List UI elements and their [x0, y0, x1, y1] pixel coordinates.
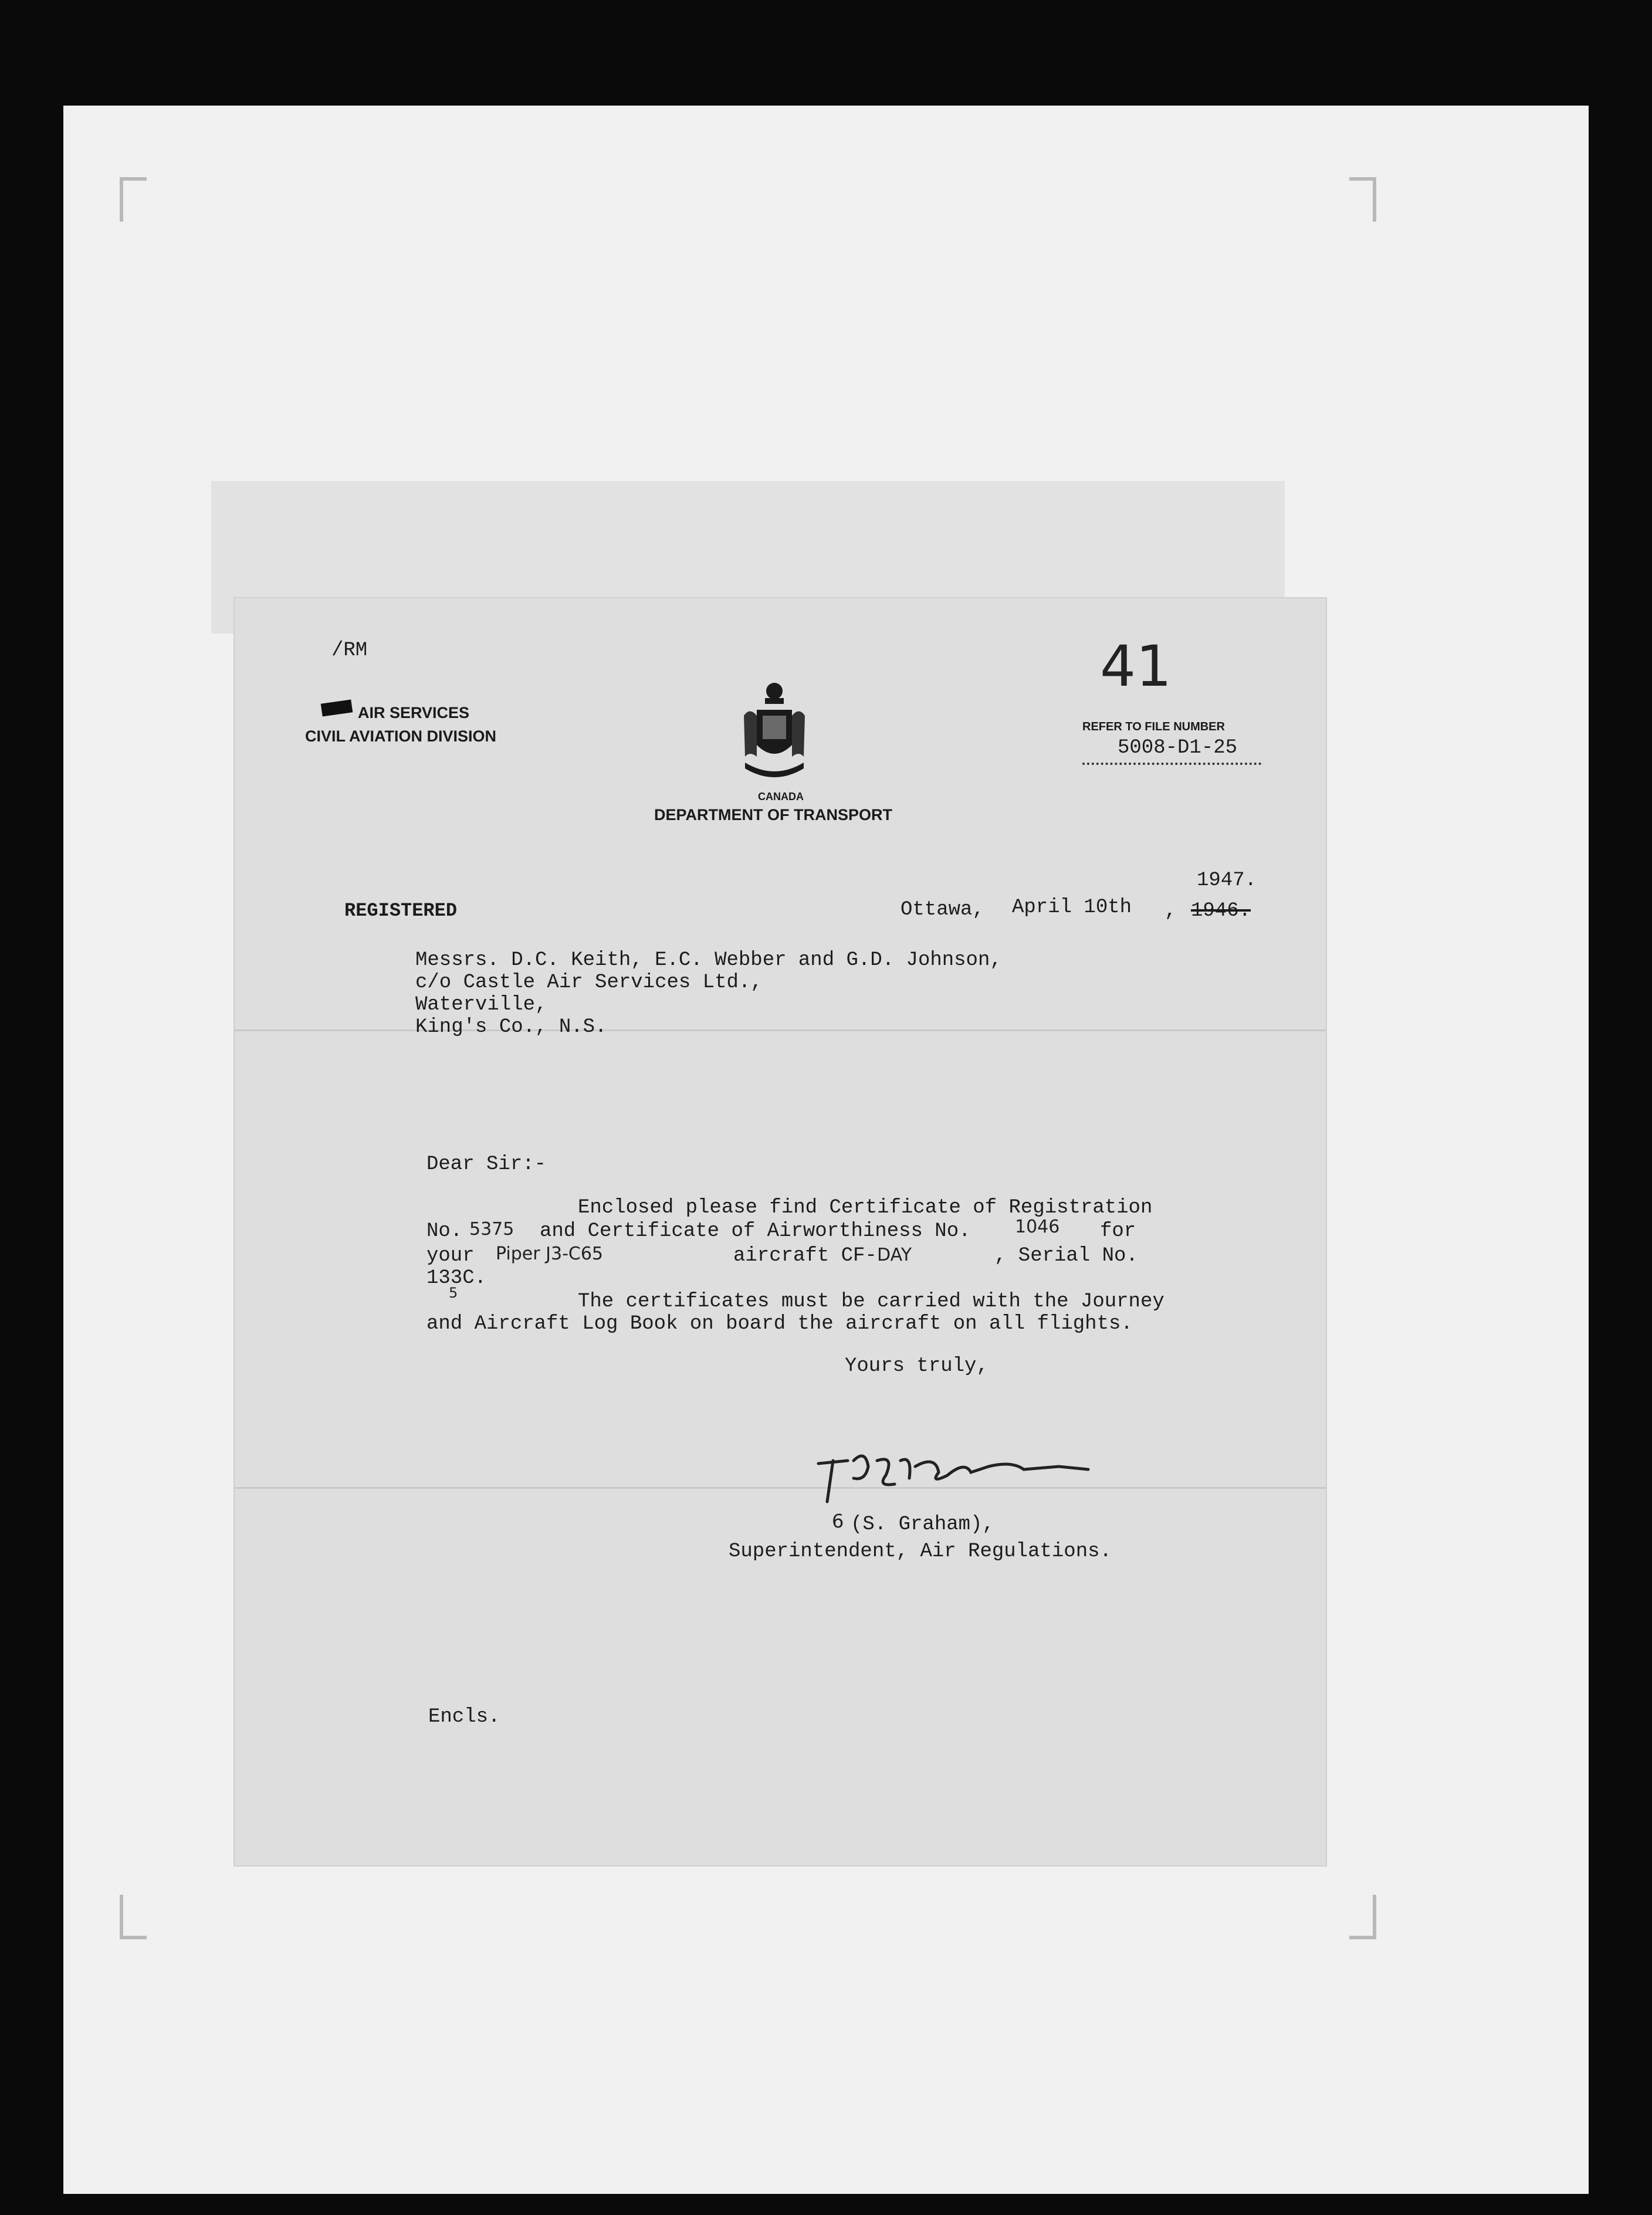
closing: Yours truly,	[845, 1355, 989, 1377]
aircraft-model: Piper J3-C65	[496, 1244, 604, 1264]
crop-mark-bottom-right	[1349, 1895, 1376, 1939]
page-number: 41	[1100, 634, 1172, 699]
place: Ottawa,	[901, 899, 984, 921]
branch-name: AIR SERVICES	[358, 704, 470, 722]
year-comma: ,	[1164, 900, 1177, 922]
aircraft-registration: DAY	[877, 1245, 912, 1265]
body-line-2-end: for	[1100, 1220, 1136, 1242]
enclosures: Encls.	[428, 1706, 500, 1728]
serial-number: 133C.	[426, 1267, 487, 1289]
body-line-5: The certificates must be carried with the Journey	[578, 1291, 1164, 1313]
body-line-3-end: , Serial No.	[994, 1245, 1138, 1267]
fold-line	[235, 1487, 1326, 1489]
recipient-line-2: c/o Castle Air Services Ltd.,	[415, 971, 763, 994]
file-number-underline	[1082, 763, 1261, 765]
serial-correction: 5	[449, 1285, 458, 1301]
mail-type: REGISTERED	[344, 900, 458, 922]
salutation: Dear Sir:-	[426, 1153, 547, 1176]
file-ref-label: REFER TO FILE NUMBER	[1082, 720, 1225, 733]
recipient-line-4: King's Co., N.S.	[415, 1016, 607, 1038]
body-line-1: Enclosed please find Certificate of Registration	[578, 1197, 1153, 1219]
fold-line	[235, 1029, 1326, 1031]
crop-mark-bottom-left	[120, 1895, 147, 1939]
ref-code: /RM	[331, 639, 368, 662]
body-line-3-mid: aircraft CF-	[733, 1245, 877, 1267]
year-corrected: 1947.	[1197, 869, 1257, 892]
file-number: 5008-D1-25	[1118, 737, 1238, 759]
signatory-name: (S. Graham),	[851, 1513, 994, 1536]
date: April 10th	[1012, 896, 1132, 919]
registration-number: 5375	[469, 1219, 514, 1239]
body-line-2-mid: and Certificate of Airworthiness No.	[540, 1220, 971, 1242]
airworthiness-number: 1046	[1015, 1217, 1060, 1237]
department-name: DEPARTMENT OF TRANSPORT	[654, 806, 892, 824]
recipient-line-3: Waterville,	[415, 994, 547, 1016]
division-name: CIVIL AVIATION DIVISION	[305, 727, 497, 745]
handwritten-signature	[813, 1443, 1094, 1508]
body-line-3-start: your	[426, 1245, 475, 1267]
body-line-2-start: No.	[426, 1220, 463, 1242]
crop-mark-top-left	[120, 177, 147, 222]
crop-mark-top-right	[1349, 177, 1376, 222]
country-name: CANADA	[758, 791, 804, 802]
body-line-6: and Aircraft Log Book on board the aircraft on all flights.	[426, 1313, 1133, 1335]
signatory-title: Superintendent, Air Regulations.	[729, 1540, 1112, 1563]
recipient-line-1: Messrs. D.C. Keith, E.C. Webber and G.D. Johnson,	[415, 949, 1002, 971]
signature-initial: 6	[832, 1510, 844, 1532]
coat-of-arms-icon	[739, 680, 810, 780]
year-printed-struck: 1946.	[1191, 900, 1251, 922]
